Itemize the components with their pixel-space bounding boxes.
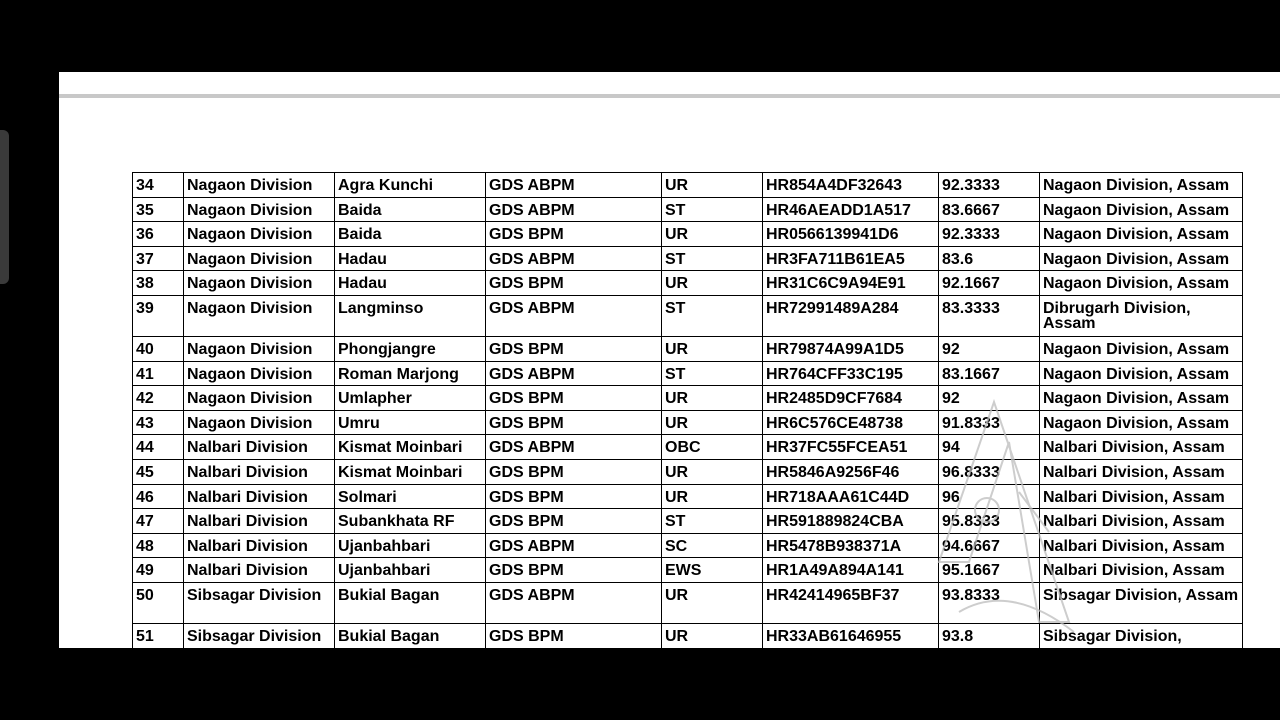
cell-sno: 34 (133, 173, 184, 198)
cell-allotted: Sibsagar Division, (1040, 623, 1243, 648)
table-row (133, 533, 1243, 558)
cell-post-office: Hadau (335, 246, 486, 271)
cell-post: GDS BPM (486, 623, 662, 648)
cell-allotted: Nalbari Division, Assam (1040, 558, 1243, 583)
cell-post-office: Ujanbahbari (335, 558, 486, 583)
cell-marks: 83.3333 (939, 295, 1040, 336)
table-body (133, 173, 1243, 649)
cell-sno: 35 (133, 197, 184, 222)
cell-post-office: Agra Kunchi (335, 173, 486, 198)
cell-registration: HR72991489A284 (763, 295, 939, 336)
cell-category: UR (662, 173, 763, 198)
cell-post: GDS BPM (486, 410, 662, 435)
cell-sno: 36 (133, 222, 184, 247)
cell-sno: 44 (133, 435, 184, 460)
cell-post-office: Kismat Moinbari (335, 435, 486, 460)
cell-category: UR (662, 222, 763, 247)
cell-category: UR (662, 459, 763, 484)
cell-division: Nalbari Division (184, 484, 335, 509)
cell-division: Nagaon Division (184, 386, 335, 411)
cell-post: GDS ABPM (486, 246, 662, 271)
table-row (133, 173, 1243, 198)
cell-registration: HR591889824CBA (763, 509, 939, 534)
cell-allotted: Nagaon Division, Assam (1040, 361, 1243, 386)
cell-marks: 95.8333 (939, 509, 1040, 534)
cell-division: Nalbari Division (184, 558, 335, 583)
cell-marks: 83.1667 (939, 361, 1040, 386)
cell-sno: 43 (133, 410, 184, 435)
cell-allotted: Nagaon Division, Assam (1040, 222, 1243, 247)
cell-category: UR (662, 271, 763, 296)
cell-sno: 48 (133, 533, 184, 558)
page-divider (59, 94, 1280, 98)
cell-allotted: Nagaon Division, Assam (1040, 271, 1243, 296)
cell-marks: 93.8 (939, 623, 1040, 648)
cell-post-office: Bukial Bagan (335, 623, 486, 648)
cell-post-office: Solmari (335, 484, 486, 509)
cell-registration: HR5478B938371A (763, 533, 939, 558)
cell-sno: 37 (133, 246, 184, 271)
table-row (133, 435, 1243, 460)
cell-registration: HR0566139941D6 (763, 222, 939, 247)
table-row (133, 295, 1243, 336)
cell-allotted: Nagaon Division, Assam (1040, 336, 1243, 361)
cell-marks: 92 (939, 336, 1040, 361)
cell-division: Nagaon Division (184, 222, 335, 247)
cell-registration: HR46AEADD1A517 (763, 197, 939, 222)
table-row (133, 582, 1243, 623)
cell-registration: HR6C576CE48738 (763, 410, 939, 435)
cell-registration: HR1A49A894A141 (763, 558, 939, 583)
cell-registration: HR718AAA61C44D (763, 484, 939, 509)
cell-division: Nagaon Division (184, 295, 335, 336)
cell-registration: HR42414965BF37 (763, 582, 939, 623)
cell-post: GDS BPM (486, 271, 662, 296)
cell-post: GDS ABPM (486, 295, 662, 336)
cell-division: Sibsagar Division (184, 623, 335, 648)
cell-marks: 94 (939, 435, 1040, 460)
cell-marks: 96.8333 (939, 459, 1040, 484)
cell-division: Nagaon Division (184, 410, 335, 435)
cell-allotted: Nagaon Division, Assam (1040, 386, 1243, 411)
cell-registration: HR33AB61646955 (763, 623, 939, 648)
cell-post: GDS ABPM (486, 197, 662, 222)
table-row (133, 222, 1243, 247)
table-row (133, 246, 1243, 271)
cell-allotted: Nalbari Division, Assam (1040, 533, 1243, 558)
table-row (133, 197, 1243, 222)
cell-division: Nalbari Division (184, 435, 335, 460)
cell-registration: HR79874A99A1D5 (763, 336, 939, 361)
cell-registration: HR2485D9CF7684 (763, 386, 939, 411)
cell-sno: 46 (133, 484, 184, 509)
cell-post: GDS ABPM (486, 361, 662, 386)
cell-category: EWS (662, 558, 763, 583)
cell-post-office: Baida (335, 222, 486, 247)
table-row (133, 386, 1243, 411)
cell-allotted: Nalbari Division, Assam (1040, 459, 1243, 484)
cell-allotted: Nagaon Division, Assam (1040, 173, 1243, 198)
cell-category: UR (662, 410, 763, 435)
cell-post: GDS BPM (486, 386, 662, 411)
cell-category: ST (662, 295, 763, 336)
cell-division: Nalbari Division (184, 533, 335, 558)
cell-division: Sibsagar Division (184, 582, 335, 623)
cell-registration: HR31C6C9A94E91 (763, 271, 939, 296)
cell-post: GDS BPM (486, 336, 662, 361)
cell-category: UR (662, 484, 763, 509)
cell-allotted: Dibrugarh Division, Assam (1040, 295, 1243, 336)
cell-sno: 50 (133, 582, 184, 623)
cell-marks: 91.8333 (939, 410, 1040, 435)
cell-post-office: Langminso (335, 295, 486, 336)
cell-marks: 83.6667 (939, 197, 1040, 222)
cell-category: UR (662, 336, 763, 361)
side-panel-handle[interactable] (0, 130, 9, 284)
cell-division: Nagaon Division (184, 246, 335, 271)
cell-marks: 93.8333 (939, 582, 1040, 623)
cell-allotted: Nalbari Division, Assam (1040, 509, 1243, 534)
cell-sno: 42 (133, 386, 184, 411)
cell-post-office: Ujanbahbari (335, 533, 486, 558)
cell-division: Nalbari Division (184, 459, 335, 484)
cell-category: ST (662, 509, 763, 534)
cell-sno: 51 (133, 623, 184, 648)
cell-allotted: Nalbari Division, Assam (1040, 435, 1243, 460)
cell-division: Nagaon Division (184, 173, 335, 198)
cell-marks: 92.3333 (939, 173, 1040, 198)
cell-allotted: Sibsagar Division, Assam (1040, 582, 1243, 623)
cell-division: Nagaon Division (184, 361, 335, 386)
table-row (133, 459, 1243, 484)
table-row (133, 271, 1243, 296)
cell-allotted: Nagaon Division, Assam (1040, 246, 1243, 271)
cell-post: GDS BPM (486, 459, 662, 484)
cell-category: ST (662, 246, 763, 271)
cell-post-office: Baida (335, 197, 486, 222)
cell-category: UR (662, 386, 763, 411)
cell-registration: HR5846A9256F46 (763, 459, 939, 484)
cell-registration: HR3FA711B61EA5 (763, 246, 939, 271)
table-row (133, 558, 1243, 583)
cell-marks: 92 (939, 386, 1040, 411)
cell-division: Nagaon Division (184, 271, 335, 296)
cell-division: Nalbari Division (184, 509, 335, 534)
cell-post-office: Umlapher (335, 386, 486, 411)
cell-category: ST (662, 361, 763, 386)
cell-post: GDS BPM (486, 222, 662, 247)
cell-category: UR (662, 582, 763, 623)
cell-sno: 41 (133, 361, 184, 386)
table-row (133, 361, 1243, 386)
cell-division: Nagaon Division (184, 336, 335, 361)
cell-post-office: Subankhata RF (335, 509, 486, 534)
cell-allotted: Nalbari Division, Assam (1040, 484, 1243, 509)
cell-post-office: Hadau (335, 271, 486, 296)
cell-marks: 95.1667 (939, 558, 1040, 583)
cell-category: UR (662, 623, 763, 648)
cell-post: GDS ABPM (486, 533, 662, 558)
table-row (133, 623, 1243, 648)
results-table (132, 172, 1243, 648)
cell-marks: 83.6 (939, 246, 1040, 271)
table-row (133, 509, 1243, 534)
cell-post-office: Umru (335, 410, 486, 435)
cell-sno: 40 (133, 336, 184, 361)
cell-sno: 49 (133, 558, 184, 583)
cell-registration: HR37FC55FCEA51 (763, 435, 939, 460)
cell-post: GDS BPM (486, 484, 662, 509)
cell-post-office: Roman Marjong (335, 361, 486, 386)
cell-allotted: Nagaon Division, Assam (1040, 410, 1243, 435)
cell-division: Nagaon Division (184, 197, 335, 222)
cell-sno: 47 (133, 509, 184, 534)
cell-post: GDS ABPM (486, 173, 662, 198)
table-row (133, 410, 1243, 435)
cell-category: SC (662, 533, 763, 558)
cell-registration: HR764CFF33C195 (763, 361, 939, 386)
cell-post: GDS BPM (486, 509, 662, 534)
cell-post-office: Kismat Moinbari (335, 459, 486, 484)
cell-sno: 45 (133, 459, 184, 484)
cell-post: GDS BPM (486, 558, 662, 583)
cell-post-office: Bukial Bagan (335, 582, 486, 623)
cell-category: ST (662, 197, 763, 222)
table-row (133, 484, 1243, 509)
cell-allotted: Nagaon Division, Assam (1040, 197, 1243, 222)
cell-post-office: Phongjangre (335, 336, 486, 361)
cell-registration: HR854A4DF32643 (763, 173, 939, 198)
cell-post: GDS ABPM (486, 582, 662, 623)
cell-category: OBC (662, 435, 763, 460)
cell-sno: 38 (133, 271, 184, 296)
cell-sno: 39 (133, 295, 184, 336)
cell-marks: 96 (939, 484, 1040, 509)
cell-marks: 92.3333 (939, 222, 1040, 247)
cell-post: GDS ABPM (486, 435, 662, 460)
cell-marks: 94.6667 (939, 533, 1040, 558)
document-page (59, 72, 1280, 648)
cell-marks: 92.1667 (939, 271, 1040, 296)
table-row (133, 336, 1243, 361)
